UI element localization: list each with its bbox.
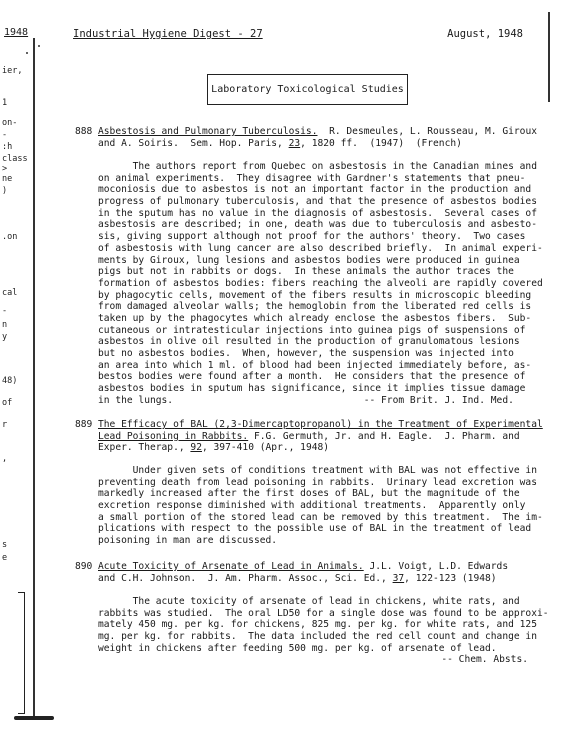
- margin-year: 1948: [4, 27, 29, 38]
- entry-number: 889: [75, 419, 93, 430]
- body-line: asbestos in olive oil resulted in the production of granulomatous lesions: [98, 336, 520, 348]
- entry-title: Asbestosis and Pulmonary Tuberculosis.: [98, 126, 318, 137]
- entry-volume: 37: [392, 572, 405, 584]
- body-line: excretion response diminished with additional treatments. Apparently only: [98, 500, 526, 512]
- body-line: preventing death from lead poisoning in rabbits. Urinary lead excretion was: [98, 476, 537, 488]
- entry-citation: and C.H. Johnson. J. Am. Pharm. Assoc., Sci. Ed.,: [98, 572, 393, 584]
- margin-fragment: -: [2, 130, 8, 140]
- margin-fragment: cal: [2, 288, 18, 298]
- body-line: moconiosis due to asbestos is not an important factor in the production and: [98, 184, 532, 196]
- body-line: rabbits was studied. The oral LD50 for a single dose was found to be approxi-: [98, 607, 549, 619]
- left-margin-bleed: [0, 0, 40, 735]
- entry-body: [98, 596, 549, 666]
- margin-fragment: :h: [2, 142, 13, 152]
- entry-title: Acute Toxicity of Arsenate of Lead in Animals.: [98, 561, 364, 572]
- body-line: plications with respect to the possible use of BAL in the treatment of lead: [98, 523, 532, 535]
- margin-fragment: .on: [2, 232, 18, 242]
- binding-spine: [33, 38, 35, 718]
- entry-heading: [98, 561, 546, 584]
- entry-authors: F.G. Germuth, Jr. and H. Eagle. J. Pharm. and: [248, 430, 520, 442]
- entry-heading: [98, 126, 546, 149]
- body-line: mately 450 mg. per kg. for chickens, 825 mg. per kg. for white rats, and 125: [98, 619, 537, 631]
- speck: [26, 52, 28, 54]
- abstract-entry-890: [75, 561, 555, 671]
- body-line: cutaneous or intratesticular injections into guinea pigs of suspensions of: [98, 324, 526, 336]
- running-header: [73, 28, 523, 42]
- body-line: sis, giving support although not proof for the authors' theory. Two cases: [98, 231, 526, 243]
- abstract-entry-889: [75, 419, 555, 549]
- margin-fragment: y: [2, 332, 8, 342]
- body-line: mg. per kg. for rabbits. The data included the red cell count and change in: [98, 631, 537, 643]
- margin-fragment: e: [2, 553, 8, 563]
- margin-fragment: s: [2, 540, 8, 550]
- margin-fragment: of: [2, 398, 13, 408]
- entry-source: -- Chem. Absts.: [441, 654, 528, 666]
- entry-title-cont: Lead Poisoning in Rabbits.: [98, 430, 249, 442]
- right-edge-mark: [548, 12, 550, 102]
- margin-fragment: 48): [2, 376, 18, 386]
- binding-foot: [14, 716, 54, 720]
- body-line: of asbestosis with lung cancer are also described briefly. In animal experi-: [98, 242, 543, 254]
- entry-authors: J.L. Voigt, L.D. Edwards: [363, 561, 509, 572]
- section-title: Laboratory Toxicological Studies: [211, 84, 404, 95]
- body-line: Under given sets of conditions treatment with BAL was not effective in: [98, 465, 537, 476]
- entry-body: [98, 161, 546, 406]
- body-line: an area into which 1 ml. of blood had been injected immediately before, as-: [98, 359, 532, 371]
- body-line: but no asbestos bodies. When, however, the suspension was injected into: [98, 348, 514, 359]
- margin-fragment: 1: [2, 98, 8, 108]
- entry-citation-rest: , 1820 ff. (1947) (French): [300, 137, 462, 149]
- entry-volume: 92: [190, 442, 202, 454]
- margin-fragment: class: [2, 154, 28, 164]
- body-line: asbestos bodies in sputum has significance, since it implies tissue damage: [98, 383, 526, 395]
- body-line: pigs but not in rabbits or dogs. In these animals the author traces the: [98, 266, 514, 278]
- body-line: asbestosis are described; in one, death was due to tuberculosis and asbesto-: [98, 219, 537, 231]
- margin-fragment: ne: [2, 174, 13, 184]
- entry-body: [98, 465, 546, 547]
- entry-number: 888: [75, 126, 93, 137]
- body-line: progress of pulmonary tuberculosis, and that the presence of asbestos bodies: [98, 196, 537, 208]
- body-line: on animal experiments. They disagree with Gardner's statements that pneu-: [98, 172, 526, 184]
- margin-bracket: [18, 592, 25, 714]
- body-line: a small portion of the stored lead can be removed by this treatment. The im-: [98, 511, 543, 523]
- entry-heading: [98, 419, 546, 454]
- body-line: poisoning in man are discussed.: [98, 535, 278, 547]
- issue-date: August, 1948: [447, 28, 523, 40]
- body-line: formation of asbestos bodies: fibers reaching the alveoli are rapidly covered: [98, 277, 543, 289]
- body-line: ments by Giroux, lung lesions and asbestos bodies were produced in guinea: [98, 254, 520, 266]
- entry-title: The Efficacy of BAL (2,3-Dimercaptopropanol) in the Treatment of Experimental: [98, 419, 543, 430]
- abstract-entry-888: [75, 126, 555, 406]
- margin-fragment: ier,: [2, 66, 23, 76]
- entry-citation: and A. Soiris. Sem. Hop. Paris,: [98, 137, 289, 149]
- margin-fragment: >: [2, 164, 8, 174]
- entry-volume: 23: [288, 137, 301, 149]
- entry-citation: Exper. Therap.,: [98, 442, 191, 454]
- entry-authors: R. Desmeules, L. Rousseau, M. Giroux: [329, 126, 537, 137]
- margin-fragment: ,: [2, 454, 8, 464]
- body-line: bestos bodies were found after a month. He considers that the presence of: [98, 371, 526, 383]
- section-title-box: [207, 74, 408, 105]
- entry-citation-rest: , 397-410 (Apr., 1948): [201, 442, 330, 454]
- speck: [38, 45, 40, 47]
- margin-fragment: r: [2, 420, 8, 430]
- body-line: from damaged alveolar walls; the hemoglobin from the liberated red cells is: [98, 301, 532, 313]
- body-line: in the lungs. -- From Brit. J. Ind. Med.: [98, 394, 514, 406]
- body-line: The authors report from Quebec on asbestosis in the Canadian mines and: [98, 161, 537, 172]
- body-line: weight in chickens after feeding 500 mg. per kg. of arsenate of lead.: [98, 642, 497, 654]
- margin-fragment: -: [2, 306, 8, 316]
- body-line: The acute toxicity of arsenate of lead in chickens, white rats, and: [98, 596, 520, 607]
- entry-citation-rest: , 122-123 (1948): [404, 572, 497, 584]
- margin-fragment: ): [2, 186, 8, 196]
- body-line: markedly increased after the first doses of BAL, but the magnitude of the: [98, 488, 520, 500]
- body-line: by phagocytic cells, movement of the fibers results in microscopic bleeding: [98, 289, 532, 301]
- margin-fragment: on-: [2, 118, 18, 128]
- journal-title: Industrial Hygiene Digest - 27: [73, 28, 263, 40]
- margin-fragment: n: [2, 320, 8, 330]
- body-line: in the sputum has no value in the diagnosis of asbestosis. Several cases of: [98, 207, 537, 219]
- entry-number: 890: [75, 561, 93, 572]
- body-line: taken up by the phagocytes which already enclose the asbestos fibers. Sub-: [98, 312, 532, 324]
